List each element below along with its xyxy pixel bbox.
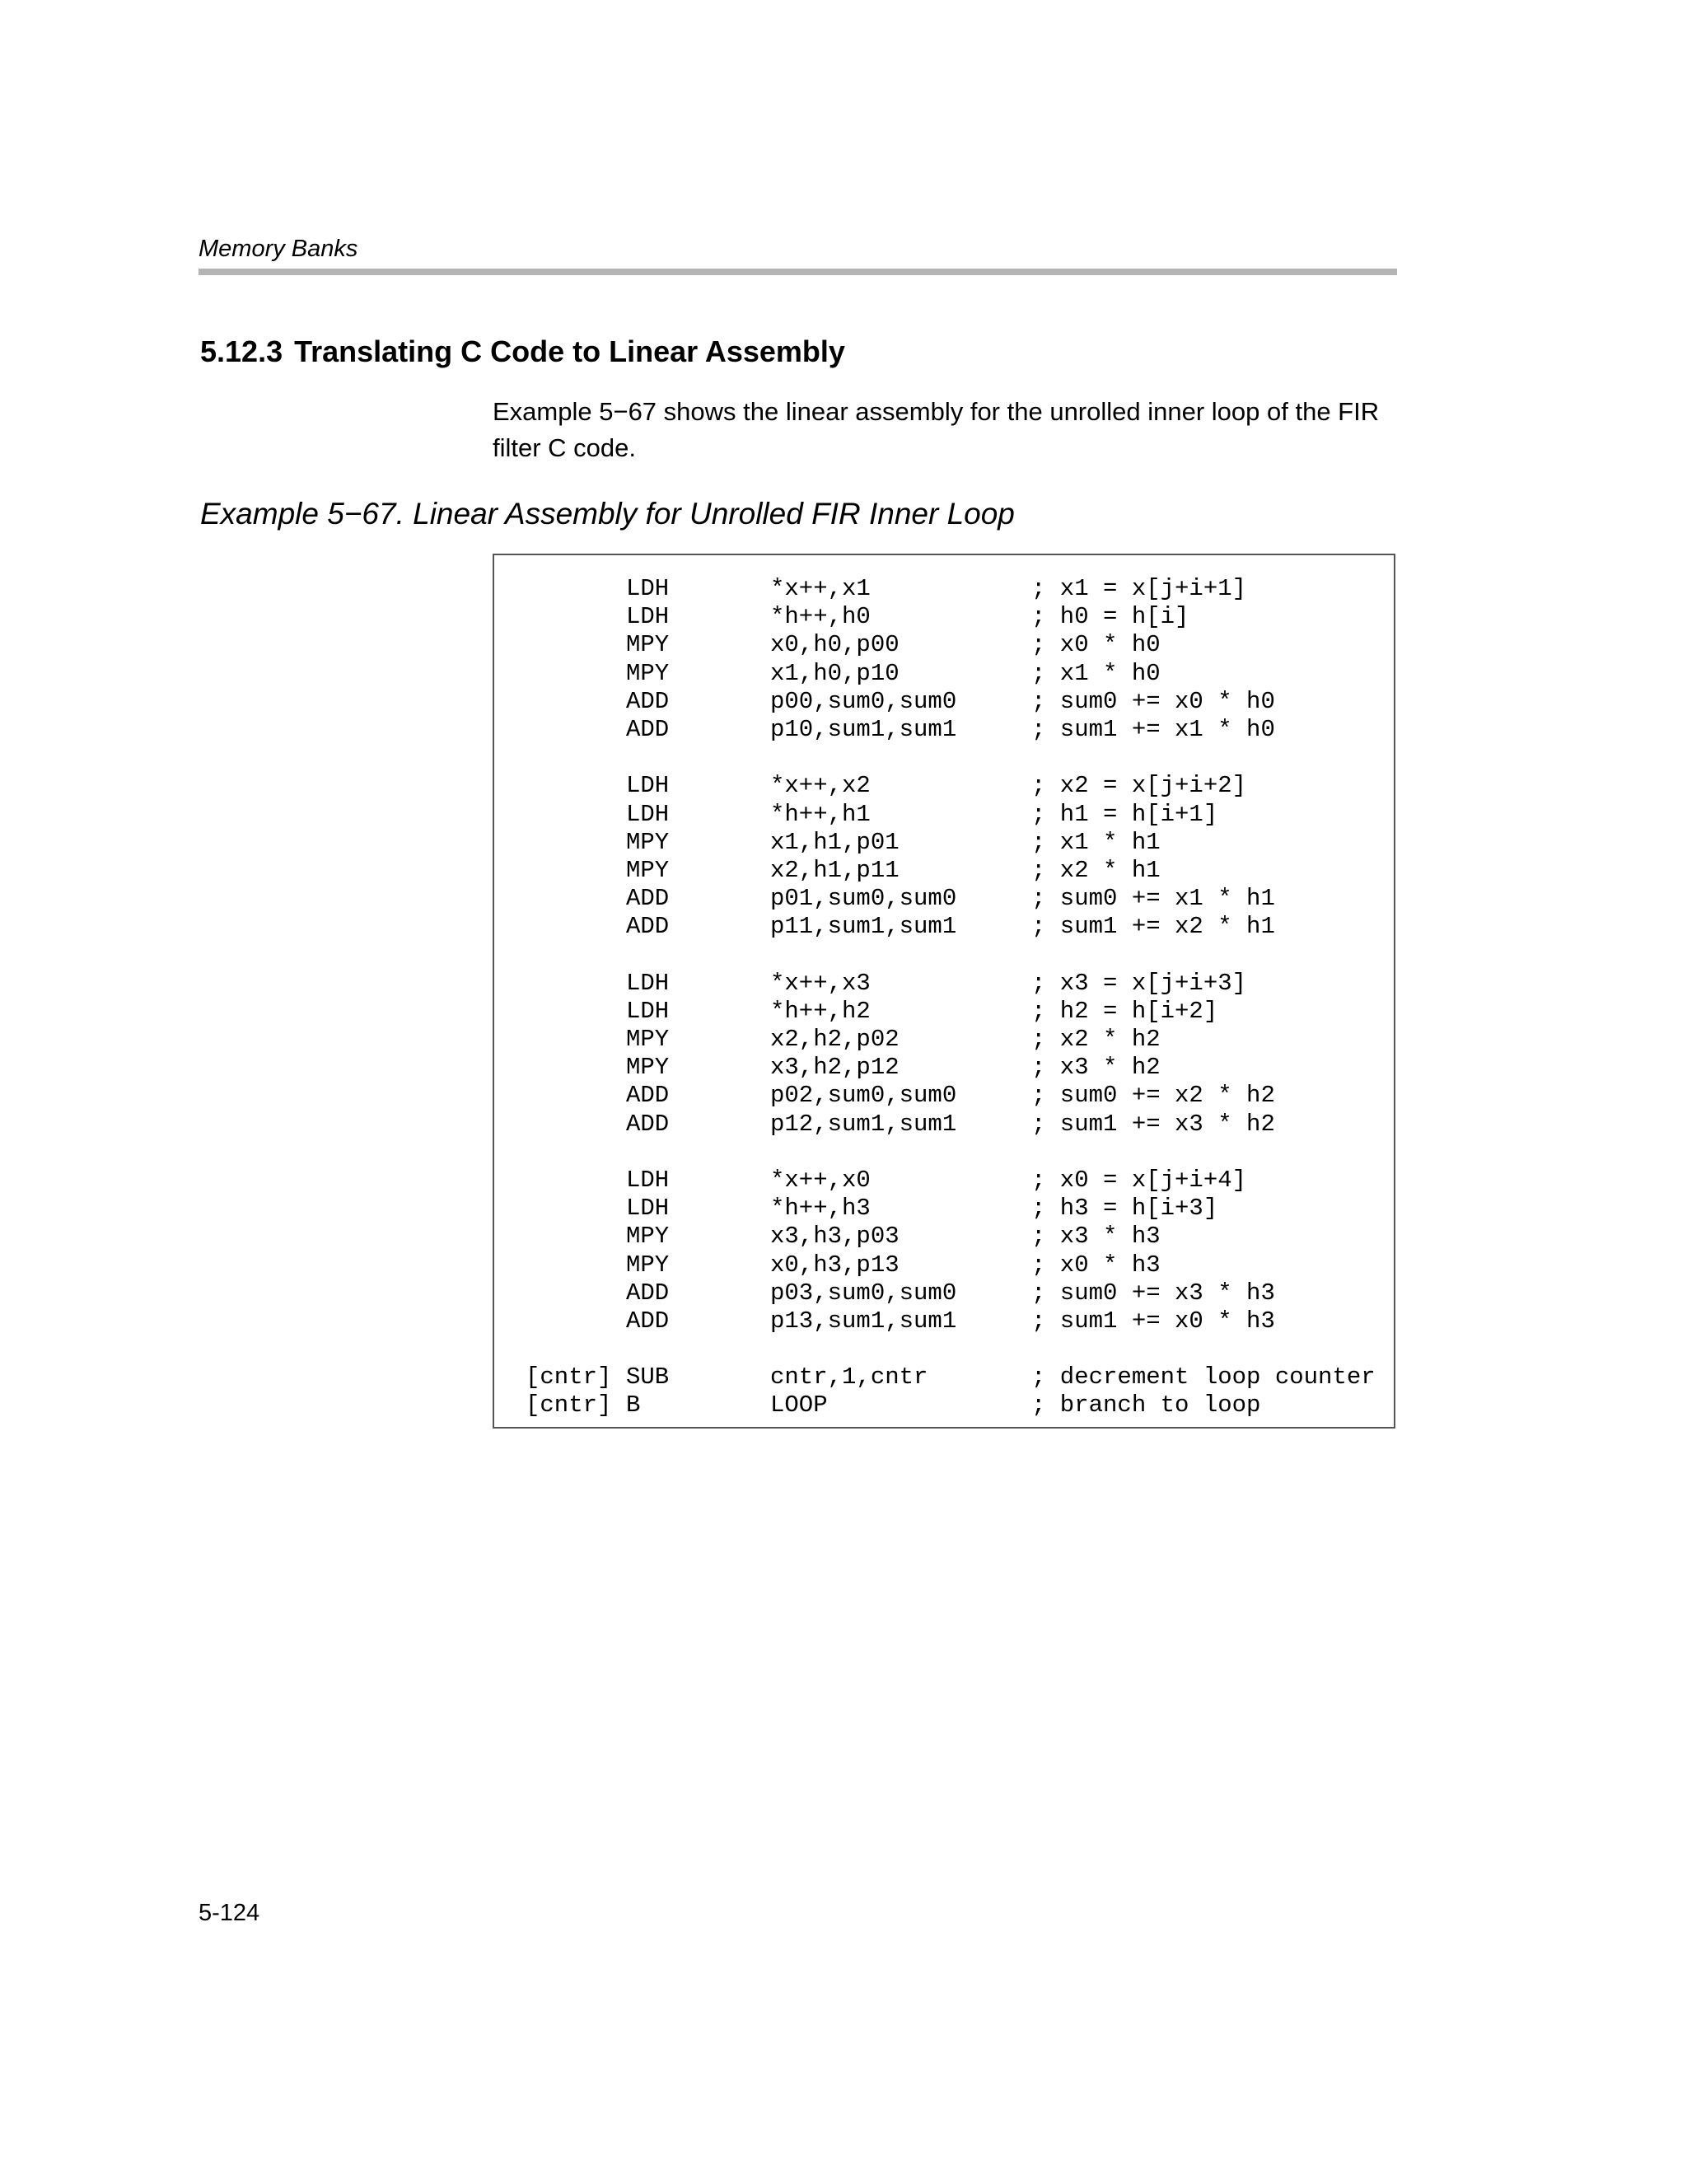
code-comment: ; x3 * h3 (1031, 1223, 1161, 1251)
code-label (526, 772, 626, 800)
code-line (526, 1223, 1376, 1251)
code-operands: x1,h0,p10 (770, 659, 900, 687)
code-opcode: ADD (626, 885, 670, 913)
code-operands: *h++,h3 (770, 1195, 871, 1223)
code-label (526, 998, 626, 1026)
code-operands: *x++,x0 (770, 1166, 871, 1194)
code-operands: x1,h1,p01 (770, 828, 900, 856)
code-opcode: LDH (626, 800, 670, 828)
code-label (526, 1195, 626, 1223)
code-label (526, 688, 626, 716)
code-opcode: ADD (626, 715, 670, 743)
code-blank-line (526, 1139, 1376, 1167)
code-label (526, 1167, 626, 1195)
code-label: [cntr] (526, 1363, 612, 1391)
code-line (526, 1167, 1376, 1195)
intro-line: Example 5−67 shows the linear assembly for the unrolled inner loop of the FIR (493, 397, 1380, 426)
code-label (526, 575, 626, 603)
code-opcode: ADD (626, 1279, 670, 1307)
code-label (526, 1251, 626, 1279)
code-comment: ; x3 = x[j+i+3] (1031, 969, 1247, 997)
code-label (526, 829, 626, 857)
intro-paragraph (493, 394, 1407, 466)
code-label (526, 1026, 626, 1054)
code-label (526, 1223, 626, 1251)
code-operands: x3,h2,p12 (770, 1054, 900, 1082)
code-opcode: MPY (626, 828, 670, 856)
code-opcode: LDH (626, 1166, 670, 1194)
section-number: 5.12.3 (200, 334, 283, 368)
code-opcode: MPY (626, 659, 670, 687)
code-line (526, 1363, 1376, 1391)
code-blank-line (526, 1335, 1376, 1363)
code-line (526, 716, 1376, 744)
code-label (526, 631, 626, 659)
code-line (526, 801, 1376, 829)
code-label: [cntr] (526, 1391, 612, 1419)
code-operands: *h++,h2 (770, 997, 871, 1025)
code-comment: ; decrement loop counter (1031, 1363, 1376, 1391)
code-comment: ; x1 * h0 (1031, 659, 1161, 687)
code-operands: cntr,1,cntr (770, 1363, 928, 1391)
code-comment: ; sum1 += x2 * h1 (1031, 913, 1275, 941)
code-comment: ; h0 = h[i] (1031, 603, 1189, 631)
code-operands: *x++,x2 (770, 772, 871, 800)
code-label (526, 716, 626, 744)
code-line (526, 1082, 1376, 1110)
code-line (526, 970, 1376, 998)
code-label (526, 1307, 626, 1335)
code-comment: ; x1 = x[j+i+1] (1031, 575, 1247, 602)
code-line (526, 913, 1376, 941)
code-operands: p13,sum1,sum1 (770, 1307, 957, 1335)
code-opcode: ADD (626, 913, 670, 941)
code-comment: ; x2 = x[j+i+2] (1031, 772, 1247, 800)
code-opcode: LDH (626, 772, 670, 800)
code-line (526, 1307, 1376, 1335)
code-line (526, 1054, 1376, 1082)
code-opcode: MPY (626, 856, 670, 884)
code-line (526, 631, 1376, 659)
code-line (526, 1391, 1376, 1419)
code-operands: p11,sum1,sum1 (770, 913, 957, 941)
section-heading (200, 334, 845, 369)
code-listing (526, 575, 1376, 1420)
code-opcode: ADD (626, 687, 670, 715)
code-operands: p00,sum0,sum0 (770, 687, 957, 715)
code-operands: p03,sum0,sum0 (770, 1279, 957, 1307)
code-blank-line (526, 941, 1376, 969)
code-operands: *x++,x1 (770, 575, 871, 602)
code-label (526, 801, 626, 829)
code-comment: ; x2 * h2 (1031, 1026, 1161, 1053)
code-opcode: LDH (626, 969, 670, 997)
code-line (526, 688, 1376, 716)
code-comment: ; h2 = h[i+2] (1031, 997, 1218, 1025)
code-line (526, 1251, 1376, 1279)
code-line (526, 1026, 1376, 1054)
code-operands: *h++,h0 (770, 603, 871, 631)
code-opcode: SUB (626, 1363, 670, 1391)
code-comment: ; sum1 += x3 * h2 (1031, 1110, 1275, 1138)
code-operands: p02,sum0,sum0 (770, 1082, 957, 1110)
code-label (526, 1082, 626, 1110)
code-comment: ; x2 * h1 (1031, 856, 1161, 884)
code-line (526, 575, 1376, 603)
code-comment: ; x0 = x[j+i+4] (1031, 1166, 1247, 1194)
code-comment: ; sum1 += x1 * h0 (1031, 715, 1275, 743)
code-label (526, 970, 626, 998)
code-comment: ; sum0 += x1 * h1 (1031, 885, 1275, 913)
code-label (526, 1111, 626, 1139)
code-line (526, 857, 1376, 885)
code-operands: p01,sum0,sum0 (770, 885, 957, 913)
example-title: Example 5−67. Linear Assembly for Unrolled FIR Inner Loop (200, 497, 1015, 531)
code-label (526, 1054, 626, 1082)
code-comment: ; h1 = h[i+1] (1031, 800, 1218, 828)
code-opcode: MPY (626, 1223, 670, 1251)
code-opcode: MPY (626, 1251, 670, 1279)
intro-line: filter C code. (493, 433, 637, 462)
code-operands: p10,sum1,sum1 (770, 715, 957, 743)
code-opcode: MPY (626, 1054, 670, 1082)
code-line (526, 772, 1376, 800)
code-opcode: ADD (626, 1110, 670, 1138)
code-comment: ; x0 * h0 (1031, 631, 1161, 659)
code-comment: ; sum0 += x2 * h2 (1031, 1082, 1275, 1110)
code-line (526, 603, 1376, 631)
code-operands: *h++,h1 (770, 800, 871, 828)
code-label (526, 913, 626, 941)
code-comment: ; sum0 += x3 * h3 (1031, 1279, 1275, 1307)
running-head: Memory Banks (199, 236, 358, 262)
code-line (526, 885, 1376, 913)
code-comment: ; branch to loop (1031, 1391, 1261, 1419)
code-line (526, 1111, 1376, 1139)
code-opcode: MPY (626, 1026, 670, 1053)
section-title: Translating C Code to Linear Assembly (294, 334, 845, 368)
code-opcode: B (626, 1391, 641, 1419)
header-rule (199, 269, 1397, 275)
code-opcode: MPY (626, 631, 670, 659)
code-line (526, 1279, 1376, 1307)
code-operands: LOOP (770, 1391, 828, 1419)
code-operands: x2,h1,p11 (770, 856, 900, 884)
code-operands: x0,h3,p13 (770, 1251, 900, 1279)
code-opcode: LDH (626, 603, 670, 631)
code-opcode: ADD (626, 1082, 670, 1110)
code-comment: ; sum0 += x0 * h0 (1031, 687, 1275, 715)
code-operands: p12,sum1,sum1 (770, 1110, 957, 1138)
code-comment: ; x1 * h1 (1031, 828, 1161, 856)
page-number: 5-124 (199, 1900, 260, 1926)
code-label (526, 660, 626, 688)
code-opcode: ADD (626, 1307, 670, 1335)
code-label (526, 1279, 626, 1307)
code-label (526, 603, 626, 631)
code-line (526, 660, 1376, 688)
code-opcode: LDH (626, 575, 670, 602)
code-operands: x3,h3,p03 (770, 1223, 900, 1251)
code-comment: ; x0 * h3 (1031, 1251, 1161, 1279)
code-operands: *x++,x3 (770, 969, 871, 997)
code-opcode: LDH (626, 997, 670, 1025)
code-operands: x0,h0,p00 (770, 631, 900, 659)
code-label (526, 857, 626, 885)
code-comment: ; x3 * h2 (1031, 1054, 1161, 1082)
code-box (493, 554, 1395, 1429)
code-line (526, 829, 1376, 857)
code-opcode: LDH (626, 1195, 670, 1223)
code-line (526, 1195, 1376, 1223)
code-comment: ; sum1 += x0 * h3 (1031, 1307, 1275, 1335)
code-comment: ; h3 = h[i+3] (1031, 1195, 1218, 1223)
code-label (526, 885, 626, 913)
code-operands: x2,h2,p02 (770, 1026, 900, 1053)
code-blank-line (526, 744, 1376, 772)
code-line (526, 998, 1376, 1026)
